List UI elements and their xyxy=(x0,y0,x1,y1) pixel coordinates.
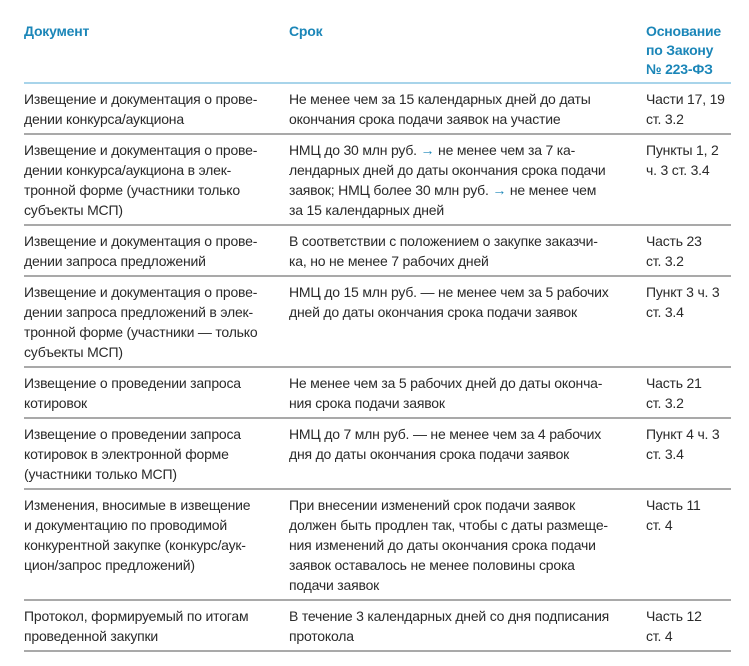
table-row xyxy=(24,277,731,368)
cell-document: Извещение о проведении запроса котировок xyxy=(24,375,241,411)
cell-term: При внесении изменений срок подачи заявок должен быть продлен так, чтобы с даты размеще- ния изменений до даты окончания срока подачи заявок оставалось не менее половины срока подачи заявок xyxy=(289,497,608,593)
cell-term: Не менее чем за 15 календарных дней до даты окончания срока подачи заявок на участие xyxy=(289,91,591,127)
cell-basis: Часть 21 ст. 3.2 xyxy=(646,375,702,411)
term-text: НМЦ до 30 млн руб. xyxy=(289,142,421,158)
arrow-right-icon: → xyxy=(420,142,435,158)
cell-term: НМЦ до 15 млн руб. — не менее чем за 5 рабочих дней до даты окончания срока подачи заявок xyxy=(289,284,609,320)
table-header xyxy=(24,22,731,84)
header-term: Срок xyxy=(289,23,323,39)
table-row xyxy=(24,419,731,490)
cell-document: Извещение и документация о прове- дении запроса предложений xyxy=(24,233,258,269)
cell-document: Протокол, формируемый по итогам проведенной закупки xyxy=(24,608,249,644)
cell-term: Не менее чем за 5 рабочих дней до даты оконча- ния срока подачи заявок xyxy=(289,375,603,411)
cell-basis: Пункты 1, 2 ч. 3 ст. 3.4 xyxy=(646,142,719,178)
deadlines-table xyxy=(24,22,731,652)
cell-document: Извещение о проведении запроса котировок в электронной форме (участники только МСП) xyxy=(24,426,241,482)
cell-basis: Часть 11 ст. 4 xyxy=(646,497,701,533)
table-row xyxy=(24,135,731,226)
term-text: не менее чем за 15 календарных дней xyxy=(289,182,597,218)
cell-term xyxy=(289,135,646,224)
header-document: Документ xyxy=(24,23,90,39)
cell-document: Извещение и документация о прове- дении запроса предложений в элек- тронной форме (участники — только субъекты МСП) xyxy=(24,284,258,360)
table-row xyxy=(24,601,731,652)
cell-term: В течение 3 календарных дней со дня подписания протокола xyxy=(289,608,610,644)
cell-basis: Части 17, 19 ст. 3.2 xyxy=(646,91,725,127)
cell-basis: Пункт 3 ч. 3 ст. 3.4 xyxy=(646,284,720,320)
table-row xyxy=(24,490,731,601)
cell-basis: Часть 23 ст. 3.2 xyxy=(646,233,702,269)
table-row xyxy=(24,226,731,277)
table-row xyxy=(24,84,731,135)
cell-term: НМЦ до 7 млн руб. — не менее чем за 4 рабочих дня до даты окончания срока подачи заявок xyxy=(289,426,601,462)
cell-document: Извещение и документация о прове- дении конкурса/аукциона xyxy=(24,91,258,127)
header-basis: Основание по Закону № 223-ФЗ xyxy=(646,23,721,77)
cell-document: Извещение и документация о прове- дении конкурса/аукциона в элек- тронной форме (участники только субъекты МСП) xyxy=(24,142,258,218)
cell-basis: Часть 12 ст. 4 xyxy=(646,608,702,644)
cell-term: В соответствии с положением о закупке заказчи- ка, но не менее 7 рабочих дней xyxy=(289,233,598,269)
cell-basis: Пункт 4 ч. 3 ст. 3.4 xyxy=(646,426,720,462)
arrow-right-icon: → xyxy=(492,182,507,198)
table-row xyxy=(24,368,731,419)
cell-document: Изменения, вносимые в извещение и документацию по проводимой конкурентной закупке (конкурс/аук- цион/запрос предложений) xyxy=(24,497,251,573)
term-text: не менее чем за 7 ка- лендарных дней до даты окончания срока подачи заявок; НМЦ более 30 млн руб. xyxy=(289,142,606,198)
